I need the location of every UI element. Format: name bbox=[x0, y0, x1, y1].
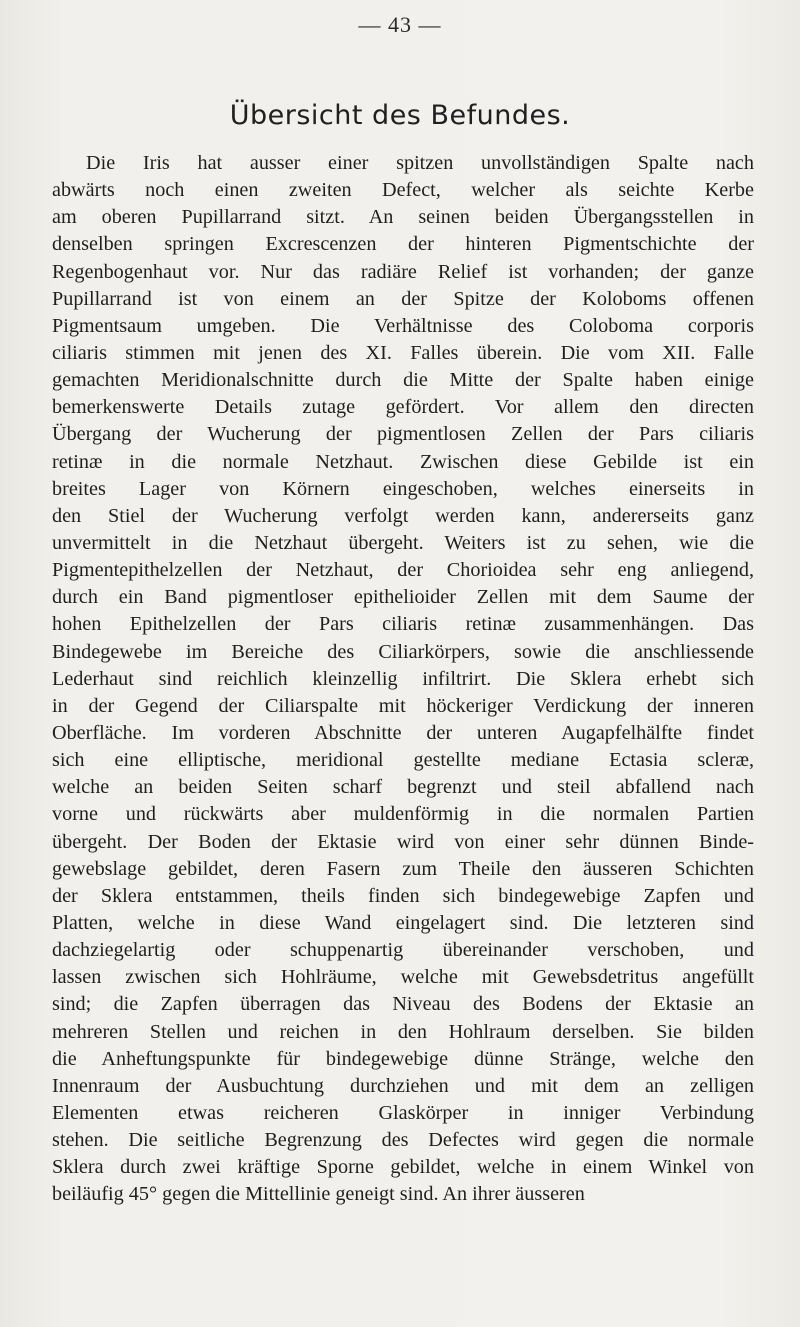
text-line: übergeht. Der Boden der Ektasie wird von einer sehr dünnen Binde- bbox=[52, 830, 754, 853]
text-line: Oberfläche. Im vorderen Abschnitte der unteren Augapfelhälfte findet bbox=[52, 721, 754, 744]
text-line: mehreren Stellen und reichen in den Hohlraum derselben. Sie bilden bbox=[52, 1020, 754, 1043]
text-line: Pigmentsaum umgeben. Die Verhältnisse des Coloboma corporis bbox=[52, 314, 754, 337]
text-line: Bindegewebe im Bereiche des Ciliarkörpers, sowie die anschliessende bbox=[52, 640, 754, 663]
text-line: retinæ in die normale Netzhaut. Zwischen diese Gebilde ist ein bbox=[52, 450, 754, 473]
text-line: Übergang der Wucherung der pigmentlosen Zellen der Pars ciliaris bbox=[52, 423, 754, 446]
text-line: unvermittelt in die Netzhaut übergeht. Weiters ist zu sehen, wie die bbox=[52, 531, 754, 554]
text-line: Die Iris hat ausser einer spitzen unvollständigen Spalte nach bbox=[86, 152, 754, 174]
text-line: Lederhaut sind reichlich kleinzellig infiltrirt. Die Sklera erhebt sich bbox=[52, 667, 754, 690]
text-line: bemerkenswerte Details zutage gefördert. Vor allem den directen bbox=[52, 396, 754, 419]
text-line: Sklera durch zwei kräftige Sporne gebildet, welche in einem Winkel von bbox=[52, 1156, 754, 1179]
section-heading: Übersicht des Befundes. bbox=[229, 100, 571, 131]
text-line: Pigmentepithelzellen der Netzhaut, der Chorioidea sehr eng anliegend, bbox=[52, 559, 754, 582]
text-line: Platten, welche in diese Wand eingelagert sind. Die letzteren sind bbox=[52, 911, 754, 934]
text-line: der Sklera entstammen, theils finden sich bindegewebige Zapfen und bbox=[52, 884, 754, 907]
text-line: ciliaris stimmen mit jenen des XI. Falles überein. Die vom XII. Falle bbox=[52, 341, 754, 364]
text-line: am oberen Pupillarrand sitzt. An seinen beiden Übergangsstellen in bbox=[52, 206, 754, 229]
text-line: denselben springen Excrescenzen der hinteren Pigmentschichte der bbox=[52, 233, 754, 256]
text-line: Regenbogenhaut vor. Nur das radiäre Relief ist vorhanden; der ganze bbox=[52, 260, 754, 283]
text-line: dachziegelartig oder schuppenartig übereinander verschoben, und bbox=[52, 939, 754, 962]
text-line: gewebslage gebildet, deren Fasern zum Theile den äusseren Schichten bbox=[52, 857, 754, 880]
text-line: beiläufig 45° gegen die Mittellinie geneigt sind. An ihrer äusseren bbox=[52, 1183, 585, 1206]
text-line: lassen zwischen sich Hohlräume, welche mit Gewebsdetritus angefüllt bbox=[52, 966, 754, 989]
text-line: stehen. Die seitliche Begrenzung des Defectes wird gegen die normale bbox=[52, 1129, 754, 1152]
text-line: sind; die Zapfen überragen das Niveau des Bodens der Ektasie an bbox=[52, 993, 754, 1016]
body-paragraph bbox=[52, 150, 754, 1208]
text-line: Pupillarrand ist von einem an der Spitze der Koloboms offenen bbox=[52, 287, 754, 310]
text-line: sich eine elliptische, meridional gestellte mediane Ectasia scleræ, bbox=[52, 749, 754, 772]
text-line: Innenraum der Ausbuchtung durchziehen und mit dem an zelligen bbox=[52, 1074, 754, 1097]
text-line: die Anheftungspunkte für bindegewebige dünne Stränge, welche den bbox=[52, 1047, 754, 1070]
text-line: abwärts noch einen zweiten Defect, welcher als seichte Kerbe bbox=[52, 179, 754, 202]
text-line: gemachten Meridionalschnitte durch die Mitte der Spalte haben einige bbox=[52, 369, 754, 392]
text-line: breites Lager von Körnern eingeschoben, welches einerseits in bbox=[52, 477, 754, 500]
page-number: — 43 — bbox=[358, 12, 442, 37]
text-line: den Stiel der Wucherung verfolgt werden kann, andererseits ganz bbox=[52, 504, 754, 527]
text-line: welche an beiden Seiten scharf begrenzt und steil abfallend nach bbox=[52, 776, 754, 799]
text-line: durch ein Band pigmentloser epithelioider Zellen mit dem Saume der bbox=[52, 586, 754, 609]
text-line: hohen Epithelzellen der Pars ciliaris retinæ zusammenhängen. Das bbox=[52, 613, 754, 636]
text-line: in der Gegend der Ciliarspalte mit höckeriger Verdickung der inneren bbox=[52, 694, 754, 717]
text-line: Elementen etwas reicheren Glaskörper in inniger Verbindung bbox=[52, 1101, 754, 1124]
text-line: vorne und rückwärts aber muldenförmig in die normalen Partien bbox=[52, 803, 754, 826]
